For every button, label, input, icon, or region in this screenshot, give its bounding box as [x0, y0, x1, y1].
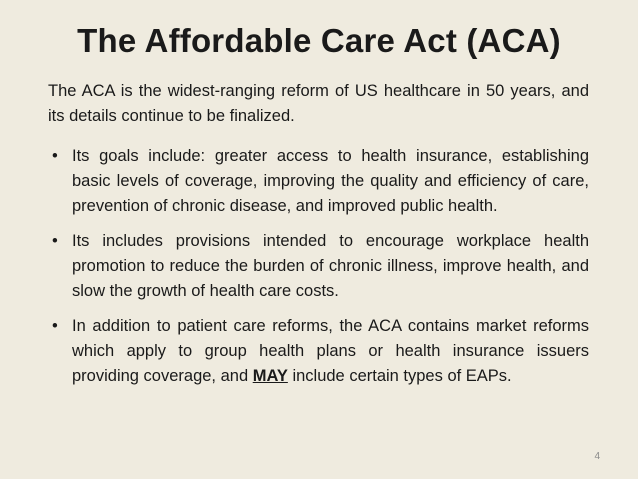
bullet-icon: • [52, 147, 58, 165]
slide-title: The Affordable Care Act (ACA) [77, 22, 561, 59]
bullet-text [72, 317, 589, 385]
bullet-text: Its goals include: greater access to health insurance, establishing basic levels of coverage, improving the quality and efficiency of care, prevention of chronic disease, and improved public health. [72, 147, 589, 215]
bullet-text: Its includes provisions intended to encourage workplace health promotion to reduce the burden of chronic illness, improve health, and slow the growth of health care costs. [72, 232, 589, 300]
bullet-text-after: include certain types of EAPs. [287, 367, 512, 385]
bullet-item-provisions [48, 229, 589, 304]
bullet-icon: • [52, 317, 58, 335]
bullet-item-goals [48, 144, 589, 219]
may-emphasis: MAY [252, 367, 288, 385]
bullet-list [48, 144, 589, 399]
bullet-icon: • [52, 232, 58, 250]
bullet-item-market-reforms [48, 314, 589, 389]
intro-paragraph: The ACA is the widest-ranging reform of US healthcare in 50 years, and its details continue to be finalized. [48, 82, 589, 125]
bullet-text-before: In addition to patient care reforms, the ACA contains market reforms which apply to group health plans or health insurance issuers providing coverage, and [72, 317, 589, 385]
page-number: 4 [594, 451, 600, 462]
